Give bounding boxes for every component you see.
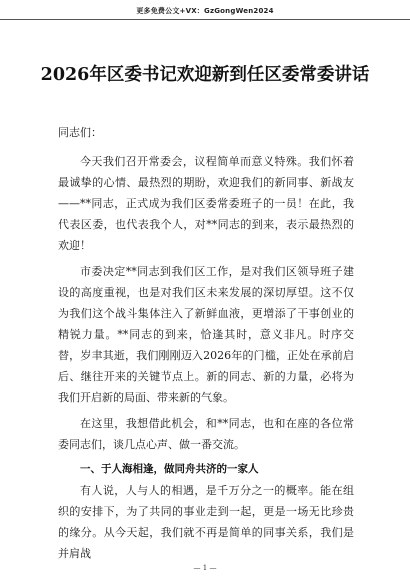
section-paragraph: 有人说，人与人的相遇，是千万分之一的概率。能在组织的安排下，为了共同的事业走到一起，更是一场无比珍贵的缘分。从今天起，我们就不再是简单的同事关系，我们是并肩战 — [58, 484, 354, 560]
section-heading: 一、于人海相逢，做同舟共济的一家人 — [80, 463, 259, 475]
body-paragraph-2: 市委决定**同志到我们区工作，是对我们区领导班子建设的高度重视，也是对我们区未来发展的深切厚望。这不仅为我们这个战斗集体注入了新鲜血液，更增添了干事创业的精锐力量。**同志的到来，恰逢其时，意义非凡。时序交替，岁聿其逝，我们刚刚迈入2026年的门槛，正处在承前启后、继往开来的关键节点上。新的同志、新的力量，必将为我们开启新的局面、带来新的气象。 — [58, 265, 354, 404]
body-paragraph-1: 今天我们召开常委会，议程简单而意义特殊。我们怀着最诚挚的心情、最热烈的期盼，欢迎我们的新同事、新战友——**同志，正式成为我们区委常委班子的一员！在此，我代表区委，也代表我个人，对**同志的到来，表示最热烈的欢迎！ — [58, 155, 354, 252]
body-paragraph-3: 在这里，我想借此机会，和**同志，也和在座的各位常委同志们，谈几点心声、做一番交流。 — [58, 417, 354, 451]
page-number: — 1 — — [193, 564, 217, 572]
salutation: 同志们： — [58, 126, 102, 139]
page-header: 更多免费公文+VX：GzGongWen2024 — [136, 7, 274, 15]
document-body — [58, 122, 354, 564]
header-divider — [0, 19, 410, 20]
document-title: 2026年区委书记欢迎新到任区委常委讲话 — [40, 65, 370, 85]
